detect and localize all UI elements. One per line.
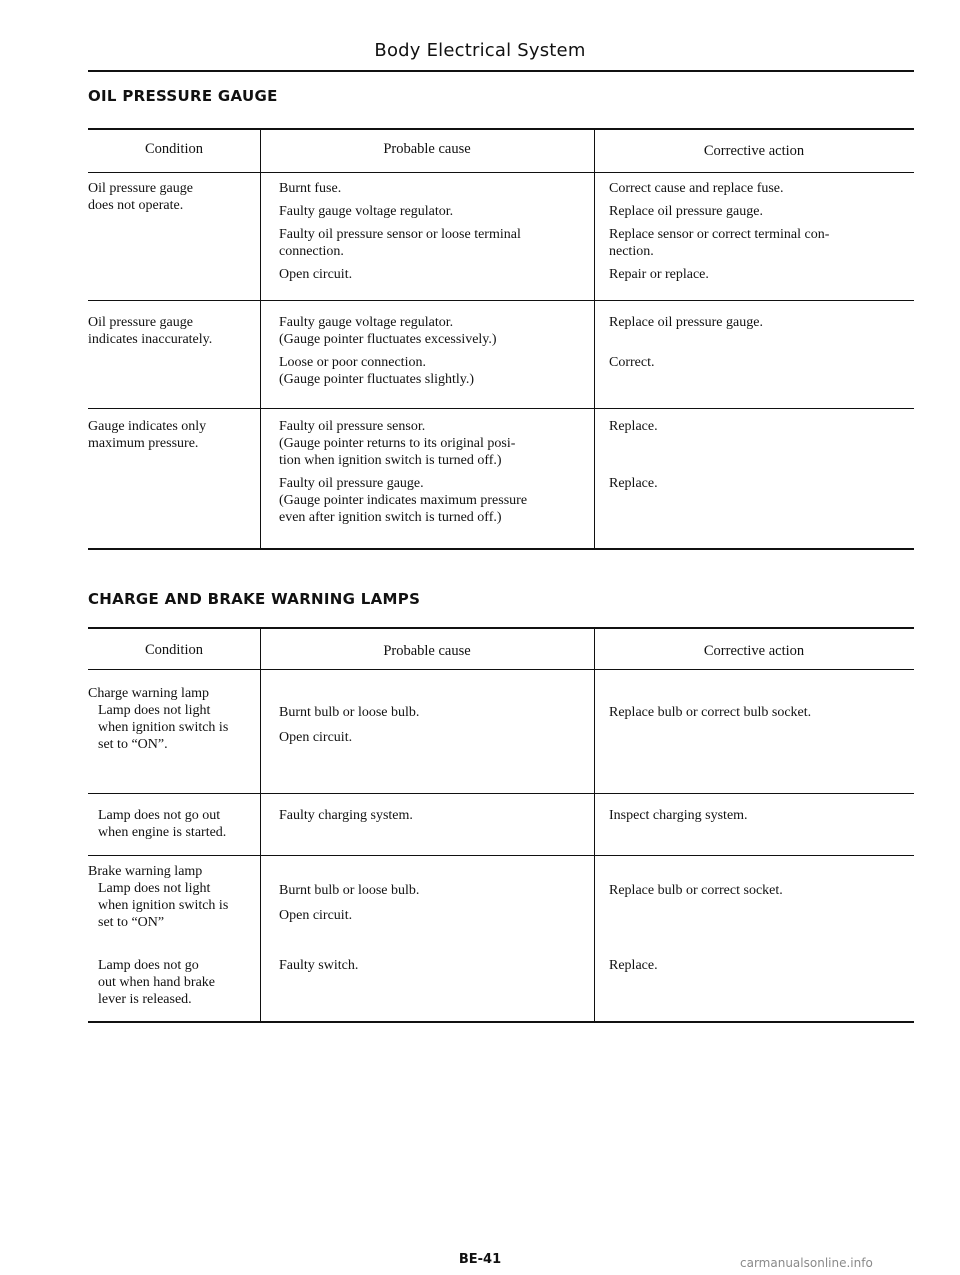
- table-top-rule: [88, 128, 914, 130]
- table-row-condition: Lamp does not go out when engine is started.: [98, 808, 227, 840]
- column-header-condition: Condition: [144, 141, 203, 157]
- column-divider: [594, 128, 595, 550]
- table-row-action: Replace oil pressure gauge. Correct.: [609, 315, 763, 370]
- column-header-action: Corrective action: [703, 643, 805, 659]
- row-divider: [88, 793, 914, 794]
- table-row-condition: Gauge indicates only maximum pressure.: [88, 419, 207, 451]
- table-row-condition: Brake warning lamp Lamp does not light when ignition switch is set to “ON”: [88, 864, 229, 930]
- column-header-cause: Probable cause: [383, 643, 471, 659]
- table-row-action: Correct cause and replace fuse. Replace oil pressure gauge. Replace sensor or correct terminal con- nection. Repair or replace.: [609, 181, 830, 282]
- table-top-rule: [88, 627, 914, 629]
- table-row-cause: Faulty switch.: [279, 958, 359, 973]
- oil-section-title: OIL PRESSURE GAUGE: [88, 87, 278, 105]
- table-row-cause: Faulty gauge voltage regulator. (Gauge pointer fluctuates excessively.) Loose or poor connection. (Gauge pointer fluctuates slightly.): [279, 315, 497, 387]
- table-row-action: Replace. Replace.: [609, 419, 658, 491]
- page-number: BE-41: [458, 1252, 502, 1267]
- watermark: carmanualsonline.info: [740, 1256, 873, 1270]
- table-row-condition: Charge warning lamp Lamp does not light when ignition switch is set to “ON”.: [88, 686, 229, 752]
- oil-pressure-table: [88, 128, 914, 550]
- lamp-section-title: CHARGE AND BRAKE WARNING LAMPS: [88, 590, 421, 608]
- table-row-action: Inspect charging system.: [609, 808, 748, 823]
- table-row-condition: Lamp does not go out when hand brake lever is released.: [98, 958, 216, 1007]
- column-header-condition: Condition: [144, 642, 203, 658]
- table-row-condition: Oil pressure gauge indicates inaccurately.: [88, 315, 213, 347]
- table-row-cause: Burnt bulb or loose bulb. Open circuit.: [279, 705, 420, 745]
- table-row-cause: Faulty charging system.: [279, 808, 413, 823]
- page-header: Body Electrical System: [374, 40, 586, 61]
- table-row-cause: Burnt bulb or loose bulb. Open circuit.: [279, 883, 420, 923]
- header-bottom-rule: [88, 172, 914, 173]
- table-row-cause: Burnt fuse. Faulty gauge voltage regulator. Faulty oil pressure sensor or loose terminal connection. Open circuit.: [279, 181, 521, 282]
- column-header-cause: Probable cause: [383, 141, 471, 157]
- row-divider: [88, 855, 914, 856]
- table-row-action: Replace bulb or correct socket.: [609, 883, 783, 898]
- column-divider: [260, 627, 261, 1023]
- row-divider: [88, 300, 914, 301]
- table-row-action: Replace.: [609, 958, 658, 973]
- column-divider: [260, 128, 261, 550]
- header-bottom-rule: [88, 669, 914, 670]
- table-row-condition: Oil pressure gauge does not operate.: [88, 181, 193, 213]
- table-bottom-rule: [88, 548, 914, 550]
- table-bottom-rule: [88, 1021, 914, 1023]
- column-header-action: Corrective action: [703, 143, 805, 159]
- column-divider: [594, 627, 595, 1023]
- warning-lamps-table: [88, 627, 914, 1025]
- table-row-action: Replace bulb or correct bulb socket.: [609, 705, 812, 720]
- row-divider: [88, 408, 914, 409]
- table-row-cause: Faulty oil pressure sensor. (Gauge pointer returns to its original posi- tion when ignition switch is turned off.) Faulty oil pressure gauge. (Gauge pointer indicates maximum pressure even after ignition switch is turned off.): [279, 419, 528, 525]
- header-rule: [88, 70, 914, 72]
